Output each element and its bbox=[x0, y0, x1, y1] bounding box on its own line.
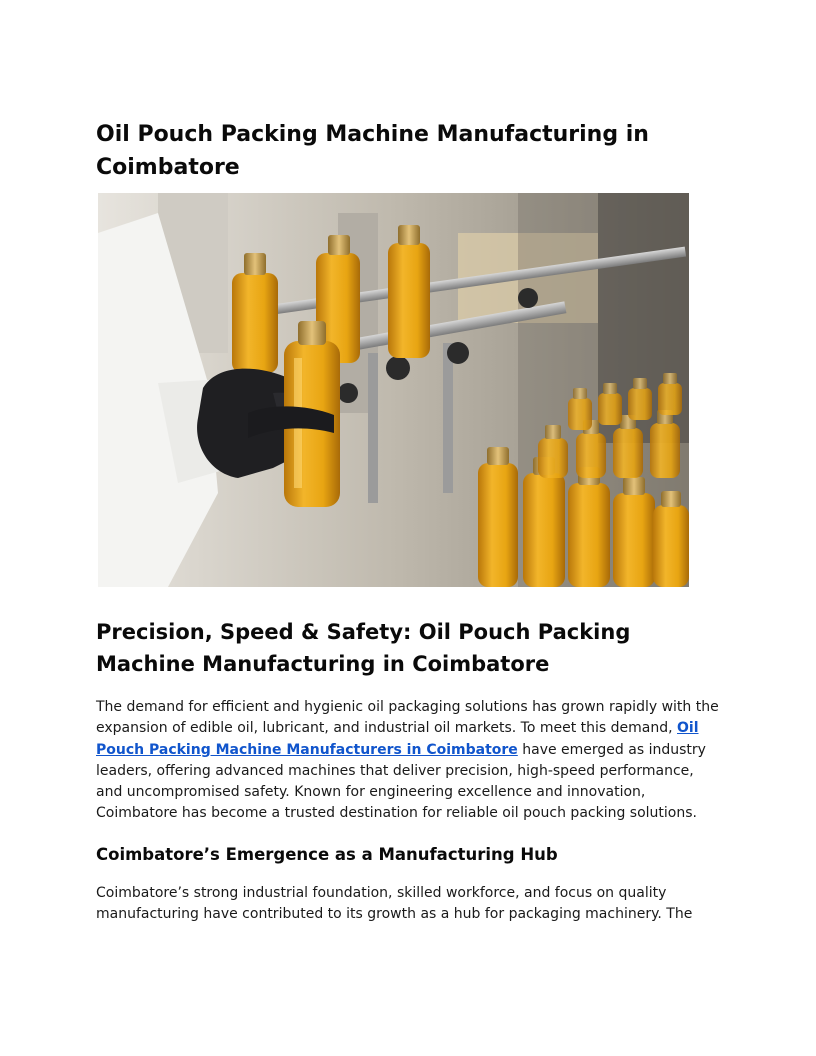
manufacturers-link[interactable]: Oil Pouch Packing Machine Manufacturers in Coimbatore bbox=[96, 720, 699, 758]
section-heading: Precision, Speed & Safety: Oil Pouch Packing Machine Manufacturing in Coimbatore bbox=[96, 620, 631, 676]
intro-text-before: The demand for efficient and hygienic oil packaging solutions has grown rapidly with the expansion of edible oil, lubricant, and industrial oil markets. To meet this demand, bbox=[96, 699, 719, 737]
intro-text-after: have emerged as industry leaders, offering advanced machines that deliver precision, high-speed performance, and uncompromised safety. Known for engineering excellence and innovation, Coimbatore has become a trusted destination for reliable oil pouch packing solutions. bbox=[96, 741, 706, 822]
subsection-heading: Coimbatore’s Emergence as a Manufacturing Hub bbox=[96, 845, 558, 864]
intro-paragraph bbox=[96, 697, 720, 825]
document-title: Oil Pouch Packing Machine Manufacturing in Coimbatore bbox=[96, 122, 649, 180]
subsection-paragraph: Coimbatore’s strong industrial foundation, skilled workforce, and focus on quality manufacturing have contributed to its growth as a hub for packaging machinery. The bbox=[96, 885, 693, 923]
hero-image-oil-bottles bbox=[98, 193, 689, 587]
